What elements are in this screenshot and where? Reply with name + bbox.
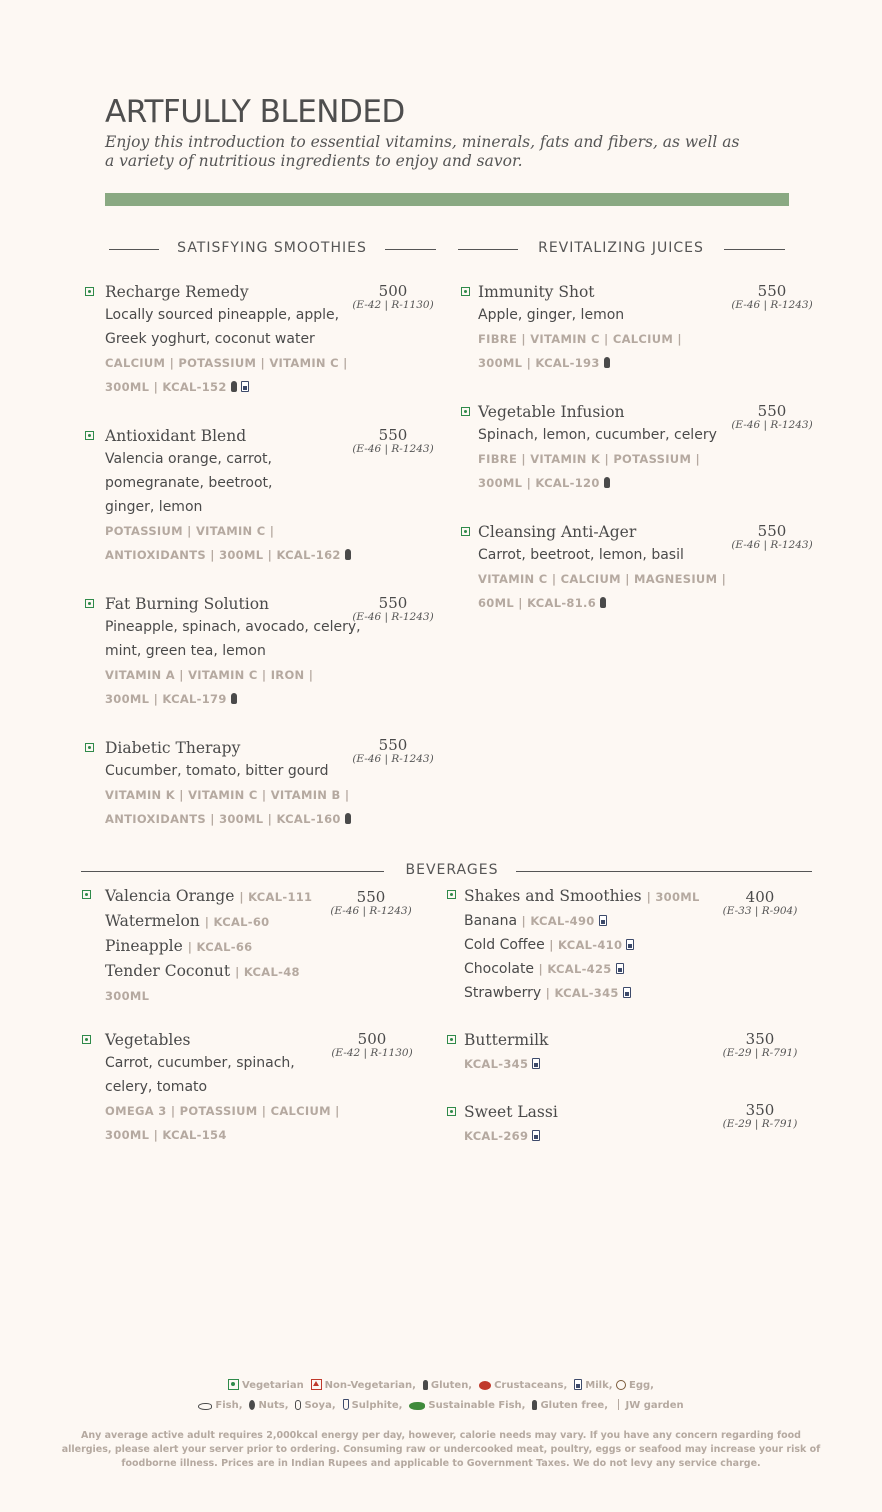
nuts-icon	[249, 1400, 255, 1410]
item-kcal: | KCAL-111	[239, 890, 313, 904]
item-kcal: | KCAL-425	[538, 962, 612, 976]
item-price: 550	[378, 736, 408, 754]
section-title-juices: REVITALIZING JUICES	[538, 240, 704, 256]
item-desc-line: Valencia orange, carrot,	[105, 451, 272, 467]
item-tags-line: FIBRE | VITAMIN C | CALCIUM |	[478, 332, 682, 346]
item-price-detail: (E-46 | R-1243)	[352, 443, 434, 455]
item-tags-line: POTASSIUM | VITAMIN C |	[105, 524, 275, 538]
item-price: 550	[356, 888, 386, 906]
item-desc-line: Carrot, cucumber, spinach,	[105, 1055, 295, 1071]
item-name: Cleansing Anti-Ager	[478, 523, 637, 541]
milk-icon	[626, 939, 634, 950]
legend-fish: Fish,	[215, 1400, 243, 1411]
item-price-detail: (E-42 | R-1130)	[331, 1047, 413, 1059]
item-desc-line: celery, tomato	[105, 1079, 208, 1095]
soya-icon	[295, 1400, 301, 1410]
jw-garden-icon	[618, 1399, 622, 1410]
legend-jw-garden: JW garden	[625, 1400, 684, 1411]
legend-gluten: Gluten,	[430, 1380, 473, 1391]
gluten-icon	[345, 549, 351, 560]
sulphite-icon	[343, 1399, 349, 1410]
item-price: 500	[357, 1030, 387, 1048]
item-kcal: | KCAL-66	[187, 940, 253, 954]
item-desc-line: Spinach, lemon, cucumber, celery	[478, 427, 717, 443]
gluten-icon	[231, 693, 237, 704]
sustainable-fish-icon	[409, 1402, 425, 1410]
vegetarian-icon	[447, 890, 456, 899]
item-price-detail: (E-33 | R-904)	[722, 905, 798, 917]
vegetarian-icon	[82, 890, 91, 899]
gluten-icon	[231, 381, 237, 392]
item-line-name: Banana	[464, 913, 518, 929]
item-price-block	[715, 1102, 805, 1130]
item-tags-line: ANTIOXIDANTS | 300ML | KCAL-162	[105, 548, 341, 562]
item-desc-line: Greek yoghurt, coconut water	[105, 331, 315, 347]
allergen-legend-row-2	[0, 1396, 882, 1416]
item-name: Shakes and Smoothies	[464, 887, 642, 905]
crustaceans-icon	[479, 1381, 491, 1390]
item-desc-line: ginger, lemon	[105, 499, 203, 515]
item-name: Sweet Lassi	[464, 1103, 558, 1121]
item-price-detail: (E-42 | R-1130)	[352, 299, 434, 311]
item-price-detail: (E-29 | R-791)	[722, 1118, 798, 1130]
legend-nuts: Nuts,	[258, 1400, 289, 1411]
divider-line	[109, 249, 159, 250]
item-kcal: | KCAL-345	[545, 986, 619, 1000]
item-tags-line: 300ML | KCAL-154	[105, 1128, 227, 1142]
vegetarian-icon	[85, 287, 94, 296]
item-kcal: | KCAL-48	[235, 965, 300, 979]
vegetarian-icon	[85, 599, 94, 608]
item-name: Pineapple	[105, 937, 183, 955]
item-tags-line: OMEGA 3 | POTASSIUM | CALCIUM |	[105, 1104, 340, 1118]
milk-icon	[532, 1130, 540, 1141]
divider-line	[724, 249, 785, 250]
divider-line	[516, 871, 812, 872]
legend-egg: Egg,	[629, 1380, 654, 1391]
item-desc-line: Carrot, beetroot, lemon, basil	[478, 547, 684, 563]
item-price: 500	[378, 282, 408, 300]
gluten-icon	[600, 597, 606, 608]
milk-icon	[616, 963, 624, 974]
item-price: 550	[757, 282, 787, 300]
legend-sulphite: Sulphite,	[351, 1400, 403, 1411]
section-title-smoothies: SATISFYING SMOOTHIES	[177, 240, 367, 256]
legend-vegetarian: Vegetarian	[242, 1380, 304, 1391]
gluten-free-icon	[532, 1400, 537, 1410]
gluten-icon	[604, 357, 610, 368]
item-volume: | 300ML	[646, 890, 700, 904]
vegetarian-icon	[461, 527, 470, 536]
item-name: Recharge Remedy	[105, 283, 249, 301]
item-tags-line: VITAMIN K | VITAMIN C | VITAMIN B |	[105, 788, 350, 802]
vegetarian-icon	[85, 743, 94, 752]
item-tags-line: ANTIOXIDANTS | 300ML | KCAL-160	[105, 812, 341, 826]
item-price: 550	[378, 426, 408, 444]
item-name: Vegetable Infusion	[478, 403, 625, 421]
item-tags-line: VITAMIN C | CALCIUM | MAGNESIUM |	[478, 572, 727, 586]
item-price-detail: (E-46 | R-1243)	[352, 611, 434, 623]
vegetarian-icon	[461, 287, 470, 296]
item-tags-line: 300ML | KCAL-179	[105, 692, 227, 706]
milk-icon	[532, 1058, 540, 1069]
legend-crustaceans: Crustaceans,	[494, 1380, 568, 1391]
item-volume: 300ML	[105, 989, 150, 1003]
vegetarian-icon	[461, 407, 470, 416]
item-tags-line: 300ML | KCAL-193	[478, 356, 600, 370]
item-kcal: | KCAL-60	[204, 915, 270, 929]
legend-soya: Soya,	[304, 1400, 336, 1411]
item-desc-line: Apple, ginger, lemon	[478, 307, 625, 323]
item-name: Vegetables	[105, 1031, 191, 1049]
item-price-detail: (E-46 | R-1243)	[352, 753, 434, 765]
item-name: Valencia Orange	[105, 887, 235, 905]
gluten-icon	[423, 1380, 428, 1390]
item-kcal: KCAL-345	[464, 1057, 529, 1071]
divider-line	[385, 249, 436, 250]
item-tags-line: CALCIUM | POTASSIUM | VITAMIN C |	[105, 356, 348, 370]
item-price: 550	[757, 522, 787, 540]
item-name: Antioxidant Blend	[105, 427, 247, 445]
page-subtitle: Enjoy this introduction to essential vitamins, minerals, fats and fibers, as well as a variety of nutritious ingredients to enjoy and savor.	[105, 133, 740, 170]
item-name: Tender Coconut	[105, 962, 231, 980]
item-tags-line: VITAMIN A | VITAMIN C | IRON |	[105, 668, 314, 682]
item-price-detail: (E-46 | R-1243)	[731, 299, 813, 311]
item-kcal: | KCAL-490	[521, 914, 595, 928]
page-title: ARTFULLY BLENDED	[105, 94, 405, 130]
green-divider-bar	[105, 193, 789, 206]
item-name: Diabetic Therapy	[105, 739, 241, 757]
vegetarian-icon	[228, 1379, 239, 1390]
non-vegetarian-icon	[311, 1379, 322, 1390]
item-price-block	[326, 889, 416, 917]
gluten-icon	[604, 477, 610, 488]
item-line-name: Chocolate	[464, 961, 535, 977]
legend-gluten-free: Gluten free,	[540, 1400, 609, 1411]
item-price-detail: (E-46 | R-1243)	[731, 419, 813, 431]
gluten-icon	[345, 813, 351, 824]
legend-sustainable-fish: Sustainable Fish,	[428, 1400, 526, 1411]
footnote-disclaimer: Any average active adult requires 2,000kcal energy per day, however, calorie needs may vary. If you have any concern regarding food allergies, please alert your server prior to ordering. Consuming raw or undercooked meat, poultry, eggs or seafood may increase your risk of foodborne illness. Prices are in Indian Rupees and applicable to Government Taxes. We do not levy any service charge.	[61, 1430, 821, 1469]
item-price-detail: (E-29 | R-791)	[722, 1047, 798, 1059]
item-name: Watermelon	[105, 912, 200, 930]
section-title-beverages: BEVERAGES	[405, 862, 499, 878]
vegetarian-icon	[447, 1107, 456, 1116]
item-name: Immunity Shot	[478, 283, 595, 301]
item-price: 350	[745, 1030, 775, 1048]
item-price-block	[715, 889, 805, 917]
item-price: 550	[378, 594, 408, 612]
item-tags-line: FIBRE | VITAMIN K | POTASSIUM |	[478, 452, 700, 466]
vegetarian-icon	[85, 431, 94, 440]
item-price: 350	[745, 1101, 775, 1119]
item-desc-line: Cucumber, tomato, bitter gourd	[105, 763, 329, 779]
divider-line	[458, 249, 518, 250]
vegetarian-icon	[447, 1035, 456, 1044]
legend-non-vegetarian: Non-Vegetarian,	[324, 1380, 416, 1391]
fish-icon	[198, 1403, 212, 1410]
egg-icon	[616, 1380, 626, 1390]
item-price: 400	[745, 888, 775, 906]
item-kcal: KCAL-269	[464, 1129, 529, 1143]
item-name: Fat Burning Solution	[105, 595, 270, 613]
item-tags-line: 300ML | KCAL-120	[478, 476, 600, 490]
vegetarian-icon	[82, 1035, 91, 1044]
allergen-legend-row-1	[0, 1376, 882, 1396]
item-price-detail: (E-46 | R-1243)	[330, 905, 412, 917]
item-kcal: | KCAL-410	[549, 938, 623, 952]
milk-icon	[241, 381, 249, 392]
item-desc-line: Pineapple, spinach, avocado, celery,	[105, 619, 361, 635]
milk-icon	[599, 915, 607, 926]
item-tags-line: 60ML | KCAL-81.6	[478, 596, 596, 610]
item-name: Buttermilk	[464, 1031, 549, 1049]
item-price: 550	[757, 402, 787, 420]
item-line-name: Cold Coffee	[464, 937, 545, 953]
milk-icon	[574, 1379, 582, 1390]
item-price-block	[715, 1031, 805, 1059]
item-price-detail: (E-46 | R-1243)	[731, 539, 813, 551]
legend-milk: Milk,	[585, 1380, 613, 1391]
item-tags-line: 300ML | KCAL-152	[105, 380, 227, 394]
divider-line	[81, 871, 384, 872]
item-desc-line: pomegranate, beetroot,	[105, 475, 273, 491]
milk-icon	[623, 987, 631, 998]
item-desc-line: Locally sourced pineapple, apple,	[105, 307, 340, 323]
item-desc-line: mint, green tea, lemon	[105, 643, 266, 659]
item-line-name: Strawberry	[464, 985, 542, 1001]
